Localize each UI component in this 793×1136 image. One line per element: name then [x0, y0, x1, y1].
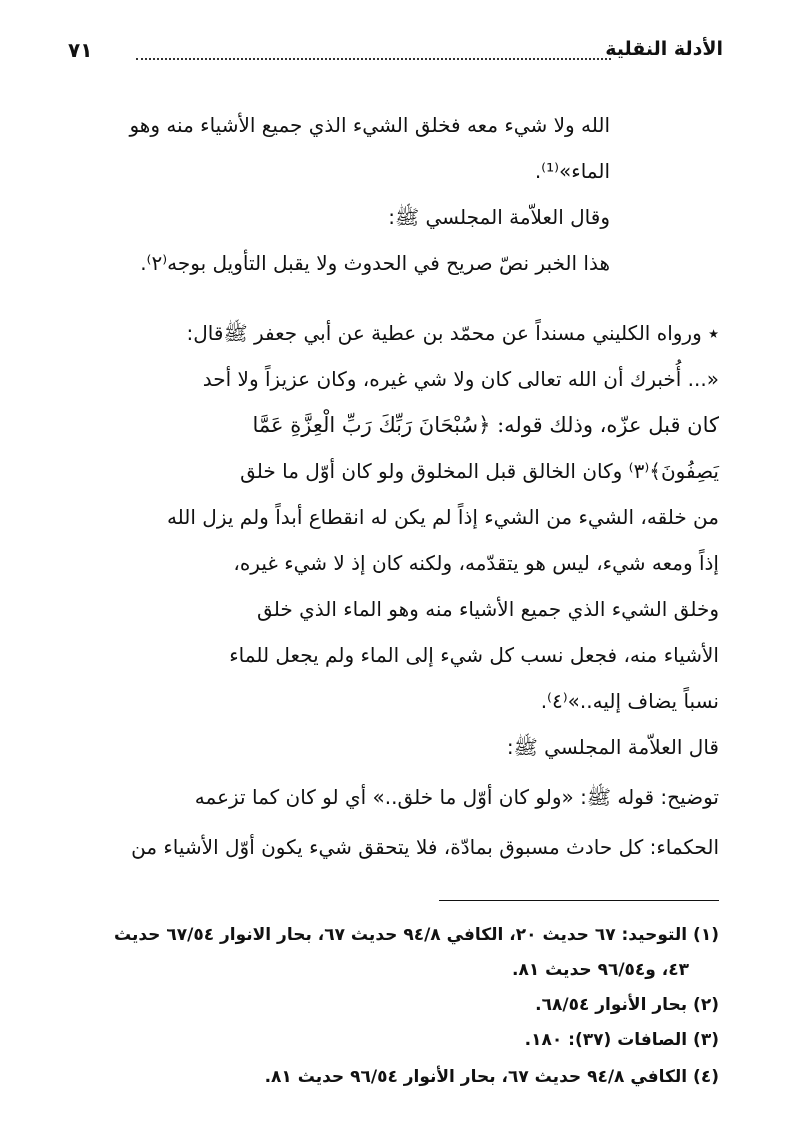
body-line-9: من خلقه، الشيء من الشيء إذاً لم يكن له انقطاع أبداً ولم يزل الله [166, 505, 719, 529]
body-line-15: توضيح: قوله ﷺ: «ولو كان أوّل ما خلق..» أي لو كان كما تزعمه [194, 785, 719, 809]
body-line-10: إذاً ومعه شيء، ليس هو يتقدّمه، ولكنه كان إذ لا شيء غيره، [233, 551, 719, 575]
body-line-4: هذا الخبر نصّ صريح في الحدوث ولا يقبل التأويل بوجه⁽٢⁾. [140, 251, 610, 275]
running-title: الأدلة النقلية [605, 38, 723, 60]
body-line-14: قال العلاّمة المجلسي ﷺ: [506, 735, 719, 759]
body-line-1: الله ولا شيء معه فخلق الشيء الذي جميع الأشياء منه وهو [129, 113, 610, 137]
body-line-2: الماء»⁽¹⁾. [534, 159, 610, 183]
body-line-3: وقال العلاّمة المجلسي ﷺ: [388, 205, 610, 229]
footnote-separator [439, 900, 719, 901]
footnote-2: (٢) بحار الأنوار ٦٨/٥٤. [535, 995, 719, 1015]
body-line-7: كان قبل عزّه، وذلك قوله: ﴿سُبْحَانَ رَبِّكَ رَبِّ الْعِزَّةِ عَمَّا [252, 413, 719, 437]
footnote-1: (١) التوحيد: ٦٧ حديث ٢٠، الكافي ٩٤/٨ حديث ٦٧، بحار الانوار ٦٧/٥٤ حديث [113, 925, 719, 945]
body-line-13: نسباً يضاف إليه..»⁽٤⁾. [540, 689, 719, 713]
body-line-16: الحكماء: كل حادث مسبوق بمادّة، فلا يتحقق شيء يكون أوّل الأشياء من [131, 835, 719, 859]
page-number: ٧١ [68, 38, 93, 62]
body-line-12: الأشياء منه، فجعل نسب كل شيء إلى الماء ولم يجعل للماء [229, 643, 719, 667]
body-line-8: يَصِفُونَ﴾⁽٣⁾ وكان الخالق قبل المخلوق ولو كان أوّل ما خلق [240, 459, 719, 483]
body-line-11: وخلق الشيء الذي جميع الأشياء منه وهو الماء الذي خلق [257, 597, 719, 621]
footnote-1-cont: ٤٣، و٩٦/٥٤ حديث ٨١. [512, 960, 689, 980]
footnote-3: (٣) الصافات (٣٧): ١٨٠. [524, 1030, 719, 1050]
body-line-6: «... أُخبرك أن الله تعالى كان ولا شي غيره، وكان عزيزاً ولا أحد [202, 367, 719, 391]
running-header [68, 38, 723, 70]
body-line-5: ٭ ورواه الكليني مسنداً عن محمّد بن عطية عن أبي جعفر ﷺقال: [186, 321, 719, 345]
footnote-4: (٤) الكافي ٩٤/٨ حديث ٦٧، بحار الأنوار ٩٦/٥٤ حديث ٨١. [264, 1067, 719, 1087]
leader-dots [136, 58, 611, 60]
